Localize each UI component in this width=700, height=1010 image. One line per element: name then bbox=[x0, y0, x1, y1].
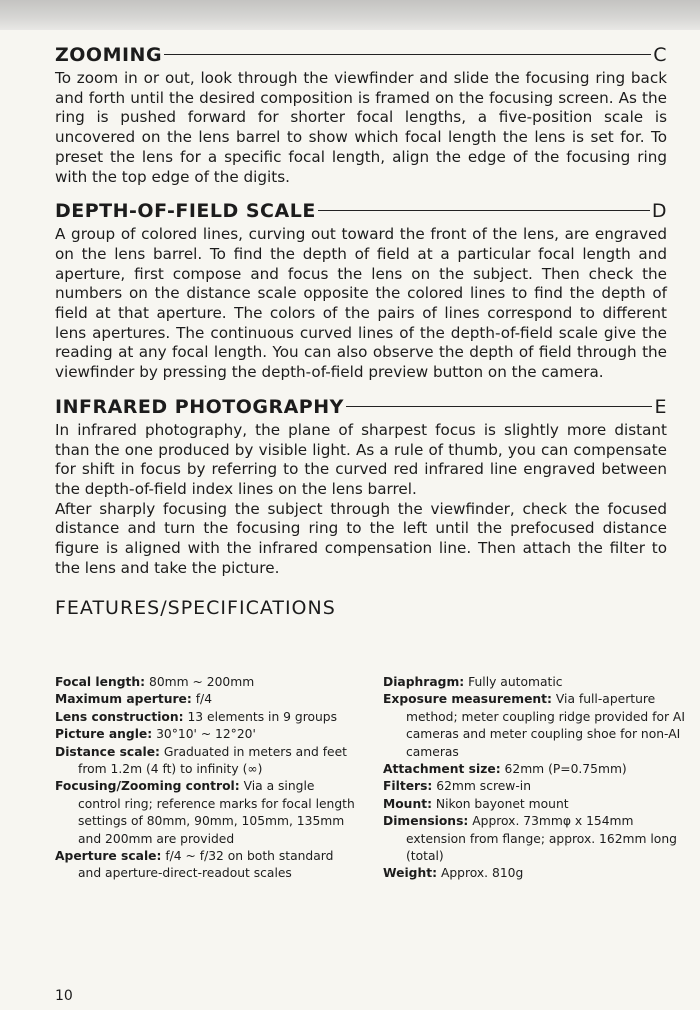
section-letter: D bbox=[651, 200, 667, 223]
spec-value: Nikon bayonet mount bbox=[432, 796, 569, 811]
section-heading bbox=[55, 43, 667, 67]
spec-value: Via full-aperture method; meter coupling ridge provided for AI cameras and meter coupling shoe for non-AI cameras bbox=[406, 692, 685, 759]
spec-item bbox=[383, 813, 688, 865]
spec-column-right bbox=[383, 674, 688, 883]
spec-value: 30°10' ~ 12°20' bbox=[152, 727, 256, 742]
spec-key: Filters: bbox=[383, 779, 433, 794]
section-depth-of-field bbox=[55, 199, 667, 383]
spec-key: Exposure measurement: bbox=[383, 692, 552, 707]
section-title: INFRARED PHOTOGRAPHY bbox=[55, 395, 344, 418]
section-letter: E bbox=[654, 395, 667, 418]
spec-item bbox=[383, 778, 688, 795]
section-body: A group of colored lines, curving out toward the front of the lens, are engraved on the lens barrel. To find the depth of field at a particular focal length and aperture, first compose and focus the lens on the subject. Then check the numbers on the distance scale opposite the colored lines to find the depth of field at that aperture. The colors of the pairs of lines correspond to different lens apertures. The continuous curved lines of the depth-of-field scale give the reading at any focal length. You can also observe the depth of field through the viewfinder by pressing the depth-of-field preview button on the camera. bbox=[55, 225, 667, 382]
spec-value: 62mm screw-in bbox=[432, 779, 532, 794]
section-body: After sharply focusing the subject through the viewfinder, check the focused distance and turn the focusing ring to the left until the prefocused distance figure is aligned with the infrared compensation line. Then attach the filter to the lens and take the picture. bbox=[55, 499, 667, 577]
spec-item bbox=[55, 726, 355, 743]
spec-item bbox=[383, 691, 688, 761]
spec-value: Graduated in meters and feet from 1.2m (4 ft) to infinity (∞) bbox=[78, 744, 347, 777]
spec-item bbox=[55, 691, 355, 708]
spec-value: Approx. 73mmφ x 154mm extension from flange; approx. 162mm long (total) bbox=[406, 814, 677, 864]
spec-key: Diaphragm: bbox=[383, 675, 465, 689]
spec-item bbox=[55, 709, 355, 726]
heading-rule bbox=[346, 406, 653, 407]
section-infrared bbox=[55, 395, 667, 579]
manual-page bbox=[55, 43, 685, 881]
spec-key: Maximum aperture: bbox=[55, 692, 192, 707]
section-body: To zoom in or out, look through the viewfinder and slide the focusing ring back and forth until the desired composition is framed on the focusing screen. As the ring is pushed forward for shorter focal lengths, a five-position scale is uncovered on the lens barrel to show which focal length the lens is set for. To preset the lens for a specific focal length, align the edge of the focusing ring with the top edge of the digits. bbox=[55, 69, 667, 186]
section-title: DEPTH-OF-FIELD SCALE bbox=[55, 200, 316, 223]
spec-item bbox=[55, 848, 355, 883]
spec-key: Focusing/Zooming control: bbox=[55, 779, 240, 794]
spec-value: 80mm ~ 200mm bbox=[145, 675, 255, 689]
section-title: ZOOMING bbox=[55, 44, 163, 66]
features-title: FEATURES/SPECIFICATIONS bbox=[55, 597, 336, 620]
spec-item bbox=[383, 796, 688, 813]
spec-key: Weight: bbox=[383, 866, 438, 881]
spec-item bbox=[383, 761, 688, 778]
spec-item bbox=[383, 674, 688, 691]
spec-value: 13 elements in 9 groups bbox=[183, 709, 338, 724]
spec-value: Approx. 810g bbox=[437, 866, 524, 881]
spec-key: Distance scale: bbox=[55, 744, 160, 759]
spec-key: Focal length: bbox=[55, 675, 146, 689]
spec-key: Picture angle: bbox=[55, 727, 153, 742]
section-zooming bbox=[55, 43, 667, 187]
section-letter: C bbox=[653, 44, 667, 66]
spec-item bbox=[55, 778, 355, 848]
scan-top-band bbox=[0, 0, 700, 30]
spec-item bbox=[55, 674, 355, 691]
spec-key: Attachment size: bbox=[383, 762, 501, 777]
spec-value: Fully automatic bbox=[464, 675, 563, 689]
section-body: In infrared photography, the plane of sharpest focus is slightly more distant than the one produced by visible light. As a rule of thumb, you can compensate for shift in focus by referring to the curved red infrared line engraved between the depth-of-field index lines on the lens barrel. bbox=[55, 420, 667, 498]
spec-value: Via a single control ring; reference marks for focal length settings of 80mm, 90mm, 105mm, 135mm and 200mm are provided bbox=[78, 779, 355, 846]
page-number: 10 bbox=[55, 988, 73, 1004]
heading-rule bbox=[318, 210, 650, 211]
spec-column-left bbox=[55, 674, 355, 883]
spec-item bbox=[383, 865, 688, 882]
spec-value: f/4 bbox=[191, 692, 213, 707]
spec-key: Aperture scale: bbox=[55, 849, 162, 864]
spec-value: f/4 ~ f/32 on both standard and aperture-direct-readout scales bbox=[78, 849, 334, 881]
spec-key: Mount: bbox=[383, 796, 432, 811]
section-heading bbox=[55, 395, 667, 419]
section-heading bbox=[55, 199, 667, 223]
spec-value: 62mm (P=0.75mm) bbox=[500, 762, 627, 777]
spec-key: Dimensions: bbox=[383, 814, 469, 829]
heading-rule bbox=[164, 54, 651, 55]
spec-key: Lens construction: bbox=[55, 709, 184, 724]
spec-item bbox=[55, 744, 355, 779]
